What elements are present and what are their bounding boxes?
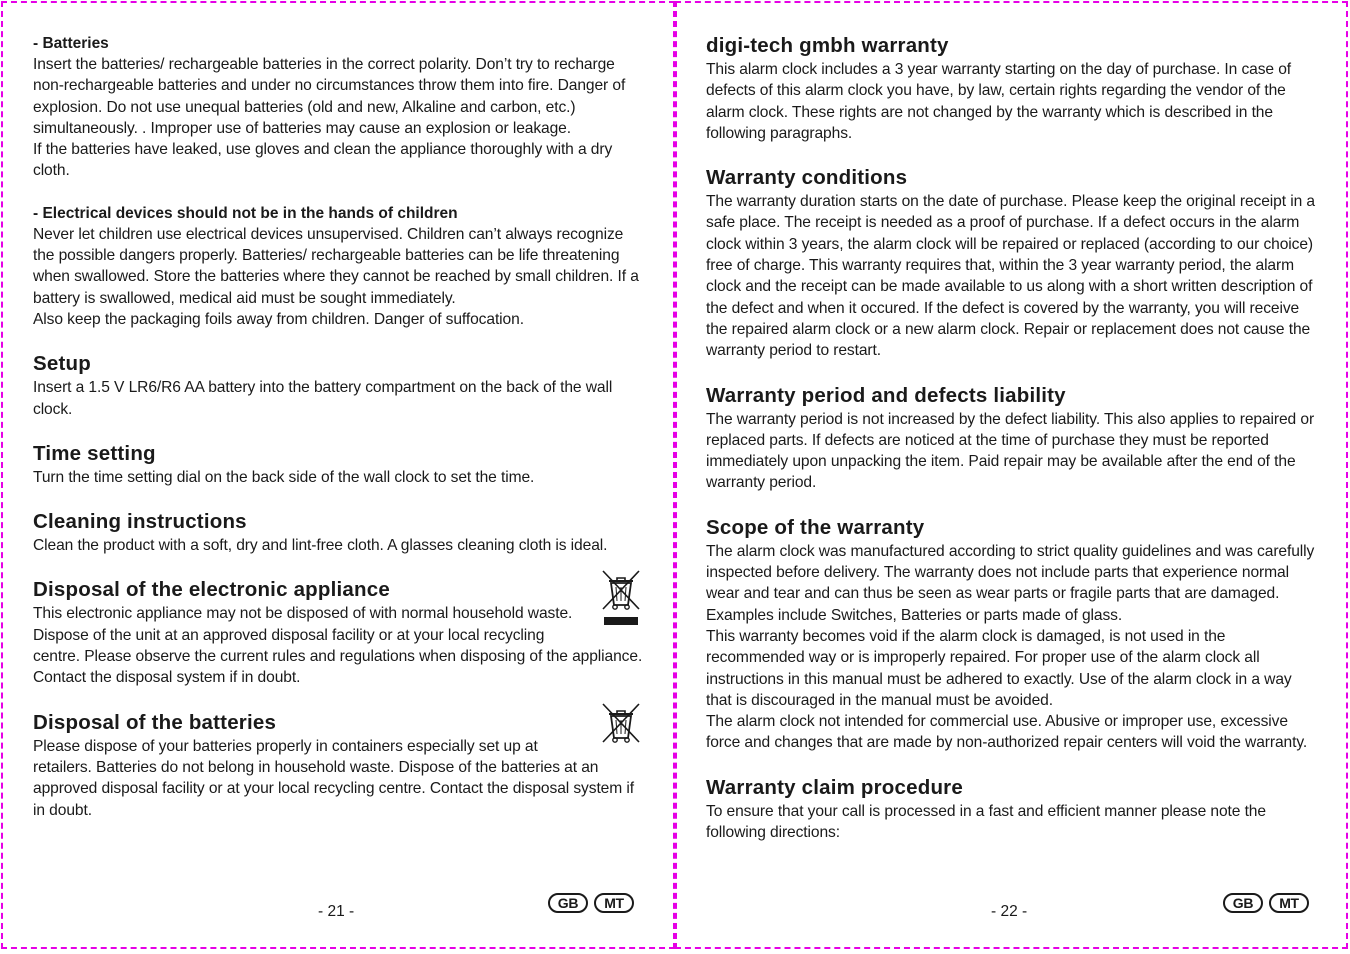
section-heading: Warranty period and defects liability bbox=[706, 383, 1066, 407]
section-disposal-batteries bbox=[33, 710, 643, 821]
section-paragraph: The alarm clock not intended for commercial use. Abusive or improper use, excessive force and changes that are made by non-authorized repair centers will void the warranty. bbox=[706, 713, 1308, 752]
section-heading: Cleaning instructions bbox=[33, 510, 247, 534]
section-heading: Time setting bbox=[33, 441, 156, 465]
section-paragraph: Also keep the packaging foils away from children. Danger of suffocation. bbox=[33, 310, 524, 328]
section-paragraph: If the batteries have leaked, use gloves and clean the appliance thoroughly with a dry cloth. bbox=[33, 141, 613, 180]
section-disposal-electronic bbox=[33, 577, 643, 688]
section-paragraph: This warranty becomes void if the alarm clock is damaged, is not used in the recommended way or is improperly repaired. For proper use of the alarm clock all instructions in this manual must be adhered to exactly. Use of the alarm clock in a way that is discouraged in the manual must be avoided. bbox=[706, 627, 1292, 709]
left-page-content bbox=[33, 33, 643, 867]
section-heading: Setup bbox=[33, 352, 91, 376]
language-badges bbox=[548, 893, 634, 913]
section-warranty-intro bbox=[706, 33, 1316, 144]
section-paragraph: The warranty duration starts on the date of purchase. Please keep the original receipt in a safe place. The receipt is needed as a proof of purchase. If a defect occurs in the alarm clock within 3 years, the alarm clock will be repaired or replaced (according to our choice) free of charge. This warranty requires that, within the 3 year warranty period, the alarm clock and the receipt can be made available to us along with a short written description of the defect and when it occured. If the defect is covered by the warranty, you will receive the repaired alarm clock or a new alarm clock. Repair or replacement does not cause the warranty period to restart. bbox=[706, 193, 1315, 360]
section-heading: Warranty claim procedure bbox=[706, 775, 963, 799]
section-time-setting bbox=[33, 441, 643, 488]
section-warranty-conditions bbox=[706, 165, 1316, 361]
section-paragraph: To ensure that your call is processed in a fast and efficient manner please note the following directions: bbox=[706, 802, 1266, 842]
language-badges bbox=[1223, 893, 1309, 913]
section-paragraph: This alarm clock includes a 3 year warranty starting on the day of purchase. In case of defects of this alarm clock you have, by law, certain rights regarding the vendor of the alarm clock. These rights are not changed by the warranty which is described in the following paragraphs. bbox=[706, 61, 1292, 142]
section-heading: - Electrical devices should not be in the hands of children bbox=[33, 204, 458, 222]
left-page bbox=[1, 1, 675, 949]
section-cleaning bbox=[33, 509, 643, 556]
section-paragraph: Please dispose of your batteries properly in containers especially set up at retailers. Batteries do not belong in household waste. Dispose of the batteries at an approved disposal facility or at your local recycling centre. Contact the disposal system if in doubt. bbox=[33, 737, 634, 819]
right-page-content bbox=[706, 33, 1316, 867]
section-heading: - Batteries bbox=[33, 35, 109, 52]
section-paragraph: Turn the time setting dial on the back side of the wall clock to set the time. bbox=[33, 468, 535, 486]
section-paragraph: This electronic appliance may not be disposed of with normal household waste. Dispose of the unit at an approved disposal facility or at your local recycling centre. Please observe the current rules and regulations when disposing of the appliance. Contact the disposal system if in doubt. bbox=[33, 605, 643, 687]
section-paragraph: Clean the product with a soft, dry and lint-free cloth. A glasses cleaning cloth is ideal. bbox=[33, 537, 608, 555]
language-badge-mt: MT bbox=[1269, 893, 1309, 913]
page-number: - 21 - bbox=[318, 903, 355, 920]
section-warranty-claim bbox=[706, 775, 1316, 844]
language-badge-mt: MT bbox=[594, 893, 634, 913]
section-paragraph: The warranty period is not increased by the defect liability. This also applies to repaired or replaced parts. If defects are noticed at the time of purchase they must be reported immediately upon unpacking the item. Paid repair may be available after the end of the warranty period. bbox=[706, 410, 1315, 492]
language-badge-gb: GB bbox=[548, 893, 588, 913]
section-batteries bbox=[33, 33, 643, 182]
section-paragraph: Never let children use electrical devices unsupervised. Children can’t always recognize the possible dangers properly. Batteries/ rechargeable batteries can be life threatening when swallowed. Store the batteries where they cannot be reached by small children. If a battery is swallowed, medical aid must be sought immediately. bbox=[33, 225, 639, 307]
section-heading: Disposal of the batteries bbox=[33, 710, 277, 734]
section-paragraph: Insert the batteries/ rechargeable batteries in the correct polarity. Don’t try to recharge non-rechargeable batteries and under no circumstances throw them into fire. Danger of explosion. Do not use unequal batteries (old and new, Alkaline and carbon, etc.) simultaneously. . Improper use of batteries may cause an explosion or leakage. bbox=[33, 56, 626, 137]
weee-bin-icon bbox=[599, 702, 643, 751]
section-warranty-period bbox=[706, 383, 1316, 494]
section-warranty-scope bbox=[706, 515, 1316, 754]
section-children-safety bbox=[33, 203, 643, 330]
section-heading: Scope of the warranty bbox=[706, 515, 925, 539]
weee-bin-icon bbox=[599, 569, 643, 632]
page-number: - 22 - bbox=[991, 903, 1028, 920]
section-heading: digi-tech gmbh warranty bbox=[706, 34, 949, 57]
section-heading: Warranty conditions bbox=[706, 166, 908, 190]
section-heading: Disposal of the electronic appliance bbox=[33, 578, 390, 602]
section-paragraph: Insert a 1.5 V LR6/R6 AA battery into the battery compartment on the back of the wall clock. bbox=[33, 379, 613, 418]
section-setup bbox=[33, 351, 643, 420]
section-paragraph: The alarm clock was manufactured according to strict quality guidelines and was carefully inspected before delivery. The warranty does not include parts that experience normal wear and tear and can thus be seen as wear parts or fragile parts that are damaged. Examples include Switches, Batteries or parts made of glass. bbox=[706, 542, 1315, 624]
right-page bbox=[675, 1, 1348, 949]
language-badge-gb: GB bbox=[1223, 893, 1263, 913]
